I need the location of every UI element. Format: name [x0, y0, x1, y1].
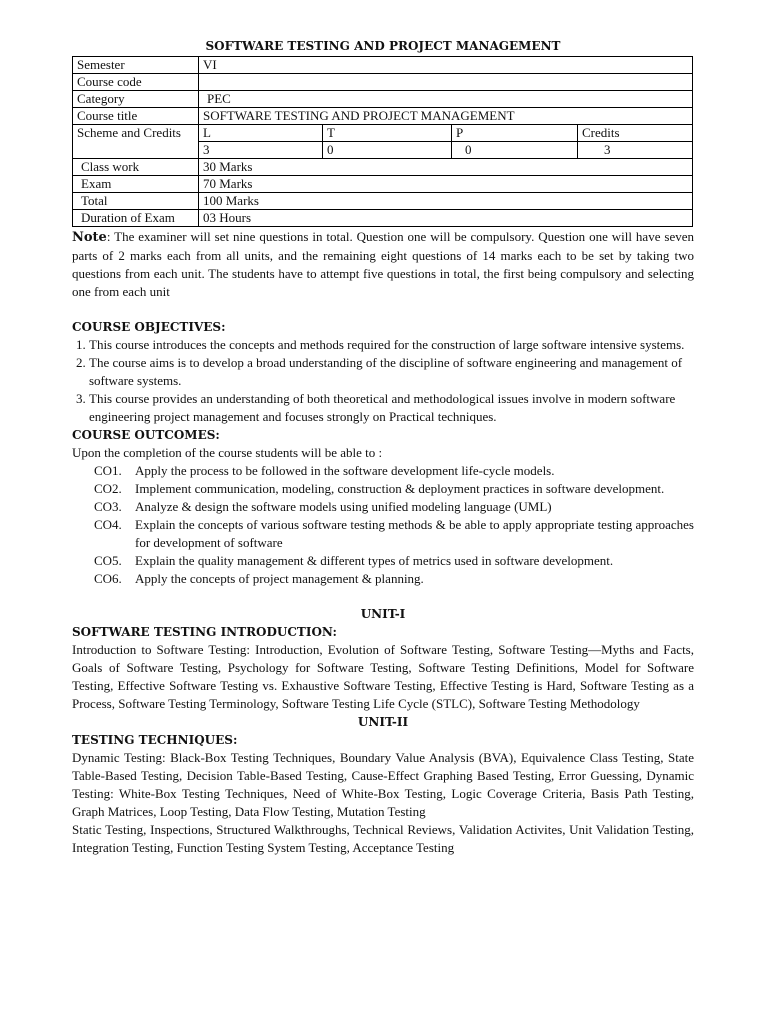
- list-item: [72, 480, 694, 498]
- unit-1-heading: SOFTWARE TESTING INTRODUCTION:: [72, 625, 337, 639]
- syllabus-page: [72, 38, 694, 857]
- course-title-value: SOFTWARE TESTING AND PROJECT MANAGEMENT: [199, 108, 693, 125]
- list-item: 3. This course provides an understanding of both theoretical and methodological issues involve in modern software engineering project management and focuses strongly on Practical techniques.: [89, 390, 694, 426]
- note-text: : The examiner will set nine questions in total. Question one will be compulsory. Question one will have seven parts of 2 marks each from all units, and the remaining eight questions of 14 marks each to be set by taking two questions from each unit. The students have to attempt five questions in total, the first being compulsory and selecting one from each unit: [72, 229, 694, 299]
- outcome-text: Explain the concepts of various software testing methods & be able to apply appropriate testing approaches for development of software: [135, 517, 694, 550]
- outcome-text: Analyze & design the software models using unified modeling language (UML): [135, 499, 552, 514]
- outcome-id: CO3.: [94, 499, 122, 514]
- table-row: [73, 108, 693, 125]
- category-label: Category: [73, 91, 199, 108]
- outcomes-intro: Upon the completion of the course students will be able to :: [72, 445, 383, 460]
- category-value: PEC: [199, 91, 693, 108]
- semester-label: Semester: [73, 57, 199, 74]
- lecture-header: L: [199, 125, 323, 142]
- duration-label: Duration of Exam: [73, 210, 199, 227]
- total-value: 100 Marks: [199, 193, 693, 210]
- objectives-heading: COURSE OBJECTIVES:: [72, 320, 226, 334]
- table-row: [73, 193, 693, 210]
- outcome-id: CO5.: [94, 553, 122, 568]
- tutorial-value: 0: [323, 142, 452, 159]
- table-row: [73, 210, 693, 227]
- table-row: [73, 176, 693, 193]
- unit-1-title: UNIT-I: [360, 607, 406, 621]
- table-row: [73, 57, 693, 74]
- semester-value: VI: [199, 57, 693, 74]
- unit-2-heading: TESTING TECHNIQUES:: [72, 733, 238, 747]
- list-item: [72, 552, 694, 570]
- lecture-value: 3: [199, 142, 323, 159]
- list-item: 1. This course introduces the concepts and methods required for the construction of large software intensive systems.: [89, 336, 694, 354]
- list-item: [72, 570, 694, 588]
- objectives-list: [72, 336, 694, 426]
- unit-2-content-static: Static Testing, Inspections, Structured Walkthroughs, Technical Reviews, Validation Activites, Unit Validation Testing, Integration Testing, Function Testing System Testing, Acceptance Testing: [72, 822, 694, 855]
- class-work-value: 30 Marks: [199, 159, 693, 176]
- class-work-label: Class work: [73, 159, 199, 176]
- course-code-value: [199, 74, 693, 91]
- course-code-label: Course code: [73, 74, 199, 91]
- exam-note: [72, 228, 694, 301]
- course-info-table: [72, 56, 693, 227]
- credits-value: 3: [578, 142, 693, 159]
- practical-header: P: [452, 125, 578, 142]
- table-row: [73, 91, 693, 108]
- exam-value: 70 Marks: [199, 176, 693, 193]
- outcome-id: CO4.: [94, 517, 122, 532]
- credits-header: Credits: [578, 125, 693, 142]
- outcome-id: CO1.: [94, 463, 122, 478]
- outcome-text: Implement communication, modeling, construction & deployment practices in software development.: [135, 481, 665, 496]
- table-row: [73, 125, 693, 142]
- page-title: SOFTWARE TESTING AND PROJECT MANAGEMENT: [205, 39, 561, 53]
- outcomes-heading: COURSE OUTCOMES:: [72, 428, 220, 442]
- unit-2-title: UNIT-II: [357, 715, 409, 729]
- unit-1-content: Introduction to Software Testing: Introduction, Evolution of Software Testing, Software Testing—Myths and Facts, Goals of Software Testing, Psychology for Software Testing, Software Testing Definitions, Model for Software Testing, Effective Software Testing vs. Exhaustive Software Testing, Effective Testing is Hard, Software Testing as a Process, Software Testing Terminology, Software Testing Life Cycle (STLC), Software Testing Methodology: [72, 642, 694, 711]
- course-title-label: Course title: [73, 108, 199, 125]
- outcome-text: Explain the quality management & different types of metrics used in software development.: [135, 553, 614, 568]
- unit-2-content-dynamic: Dynamic Testing: Black-Box Testing Techniques, Boundary Value Analysis (BVA), Equivalence Class Testing, State Table-Based Testing, Decision Table-Based Testing, Cause-Effect Graphing Based Testing, Error Guessing, Dynamic Testing: White-Box Testing Techniques, Need of White-Box Testing, Logic Coverage Criteria, Basis Path Testing, Graph Matrices, Loop Testing, Data Flow Testing, Mutation Testing: [72, 750, 694, 819]
- exam-label: Exam: [73, 176, 199, 193]
- practical-value: 0: [452, 142, 578, 159]
- total-label: Total: [73, 193, 199, 210]
- outcome-text: Apply the concepts of project management & planning.: [135, 571, 424, 586]
- scheme-label: Scheme and Credits: [73, 125, 199, 159]
- table-row: [73, 74, 693, 91]
- list-item: [72, 462, 694, 480]
- list-item: 2. The course aims is to develop a broad understanding of the discipline of software engineering and management of software systems.: [89, 354, 694, 390]
- outcome-id: CO2.: [94, 481, 122, 496]
- list-item: [72, 516, 694, 552]
- tutorial-header: T: [323, 125, 452, 142]
- outcome-text: Apply the process to be followed in the software development life-cycle models.: [135, 463, 555, 478]
- duration-value: 03 Hours: [199, 210, 693, 227]
- list-item: [72, 498, 694, 516]
- note-label: Note: [72, 230, 107, 245]
- table-row: [73, 159, 693, 176]
- outcome-id: CO6.: [94, 571, 122, 586]
